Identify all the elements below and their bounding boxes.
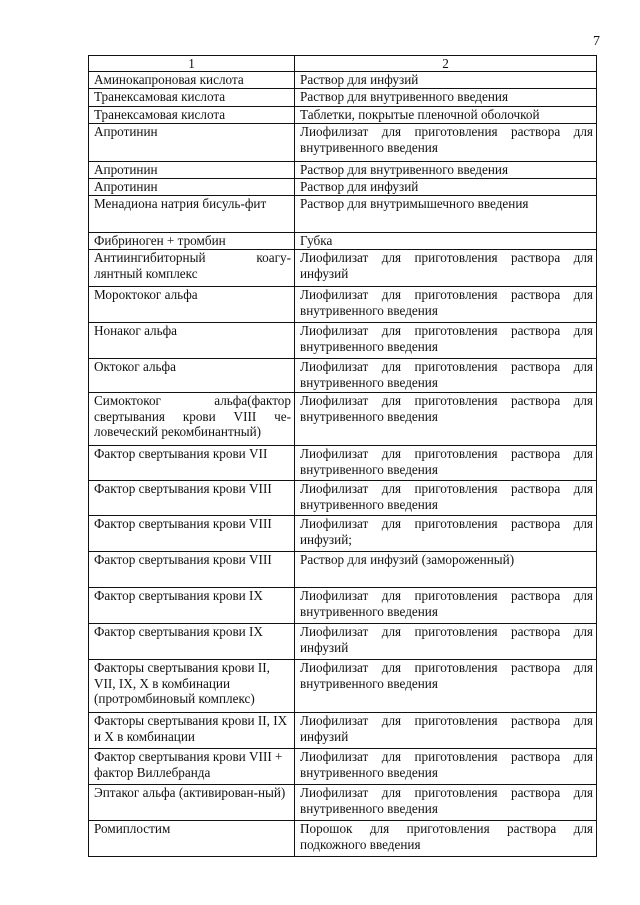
drug-name-cell: Фактор свертывания крови IX <box>89 588 295 624</box>
dosage-form-cell: Лиофилизат для приготовления раствора для внутривенного введения <box>295 323 597 359</box>
dosage-form-cell: Раствор для внутривенного введения <box>295 162 597 179</box>
dosage-form-cell: Лиофилизат для приготовления раствора для внутривенного введения <box>295 749 597 785</box>
dosage-form-cell: Лиофилизат для приготовления раствора для внутривенного введения <box>295 359 597 393</box>
table-row <box>89 323 597 359</box>
dosage-form-cell: Лиофилизат для приготовления раствора для внутривенного введения <box>295 446 597 481</box>
drug-name-cell: Фактор свертывания крови VIII <box>89 516 295 552</box>
dosage-form-cell: Губка <box>295 233 597 250</box>
table-row <box>89 821 597 857</box>
table-row <box>89 713 597 749</box>
table-row <box>89 359 597 393</box>
table-row <box>89 107 597 124</box>
table-header-row <box>89 56 597 72</box>
dosage-form-cell: Лиофилизат для приготовления раствора для инфузий <box>295 624 597 660</box>
drug-name-cell: Апротинин <box>89 124 295 162</box>
dosage-form-cell: Таблетки, покрытые пленочной оболочкой <box>295 107 597 124</box>
table-row <box>89 287 597 323</box>
dosage-form-cell: Лиофилизат для приготовления раствора для внутривенного введения <box>295 660 597 713</box>
dosage-form-cell: Лиофилизат для приготовления раствора для внутривенного введения <box>295 785 597 821</box>
table-row <box>89 89 597 107</box>
table-row <box>89 393 597 446</box>
dosage-form-cell: Лиофилизат для приготовления раствора для внутривенного введения <box>295 588 597 624</box>
drug-name-cell: Нонаког альфа <box>89 323 295 359</box>
drug-name-cell: Фибриноген + тромбин <box>89 233 295 250</box>
drug-name-cell: Мороктоког альфа <box>89 287 295 323</box>
drug-table <box>88 55 597 857</box>
drug-name-cell: Эптаког альфа (активирован-ный) <box>89 785 295 821</box>
table-row <box>89 124 597 162</box>
page-number: 7 <box>593 34 600 49</box>
drug-name-cell: Антиингибиторный коагу-лянтный комплекс <box>89 250 295 287</box>
table-row <box>89 233 597 250</box>
drug-name-cell: Транексамовая кислота <box>89 107 295 124</box>
column-number-2: 2 <box>295 56 597 72</box>
dosage-form-cell: Лиофилизат для приготовления раствора для инфузий <box>295 250 597 287</box>
dosage-form-cell: Раствор для внутримышечного введения <box>295 196 597 233</box>
table-row <box>89 588 597 624</box>
dosage-form-cell: Лиофилизат для приготовления раствора для внутривенного введения <box>295 124 597 162</box>
table-row <box>89 250 597 287</box>
table-row <box>89 624 597 660</box>
column-number-1: 1 <box>89 56 295 72</box>
drug-name-cell: Фактор свертывания крови VII <box>89 446 295 481</box>
table-row <box>89 446 597 481</box>
drug-name-cell: Факторы свертывания крови II, IX и X в комбинации <box>89 713 295 749</box>
drug-name-cell: Симоктоког альфа(фактор свертывания крови VIII че-ловеческий рекомбинантный) <box>89 393 295 446</box>
drug-name-cell: Транексамовая кислота <box>89 89 295 107</box>
table-row <box>89 552 597 588</box>
dosage-form-cell: Порошок для приготовления раствора для подкожного введения <box>295 821 597 857</box>
table-row <box>89 785 597 821</box>
drug-name-cell: Аминокапроновая кислота <box>89 72 295 89</box>
drug-name-cell: Апротинин <box>89 162 295 179</box>
dosage-form-cell: Лиофилизат для приготовления раствора для инфузий; <box>295 516 597 552</box>
table-row <box>89 179 597 196</box>
dosage-form-cell: Лиофилизат для приготовления раствора для внутривенного введения <box>295 287 597 323</box>
dosage-form-cell: Лиофилизат для приготовления раствора для внутривенного введения <box>295 481 597 516</box>
drug-name-cell: Фактор свертывания крови VIII <box>89 481 295 516</box>
dosage-form-cell: Лиофилизат для приготовления раствора для внутривенного введения <box>295 393 597 446</box>
table-row <box>89 72 597 89</box>
dosage-form-cell: Раствор для инфузий <box>295 179 597 196</box>
drug-name-cell: Ромиплостим <box>89 821 295 857</box>
table-row <box>89 481 597 516</box>
drug-name-cell: Факторы свертывания крови II, VII, IX, X в комбинации (протромбиновый комплекс) <box>89 660 295 713</box>
drug-name-cell: Фактор свертывания крови IX <box>89 624 295 660</box>
table-row <box>89 660 597 713</box>
drug-name-cell: Октоког альфа <box>89 359 295 393</box>
drug-name-cell: Менадиона натрия бисуль-фит <box>89 196 295 233</box>
drug-name-cell: Апротинин <box>89 179 295 196</box>
dosage-form-cell: Раствор для инфузий <box>295 72 597 89</box>
table-row <box>89 162 597 179</box>
dosage-form-cell: Лиофилизат для приготовления раствора для инфузий <box>295 713 597 749</box>
dosage-form-cell: Раствор для внутривенного введения <box>295 89 597 107</box>
table-row <box>89 516 597 552</box>
table-row <box>89 196 597 233</box>
drug-name-cell: Фактор свертывания крови VIII + фактор Виллебранда <box>89 749 295 785</box>
drug-name-cell: Фактор свертывания крови VIII <box>89 552 295 588</box>
table-row <box>89 749 597 785</box>
dosage-form-cell: Раствор для инфузий (замороженный) <box>295 552 597 588</box>
